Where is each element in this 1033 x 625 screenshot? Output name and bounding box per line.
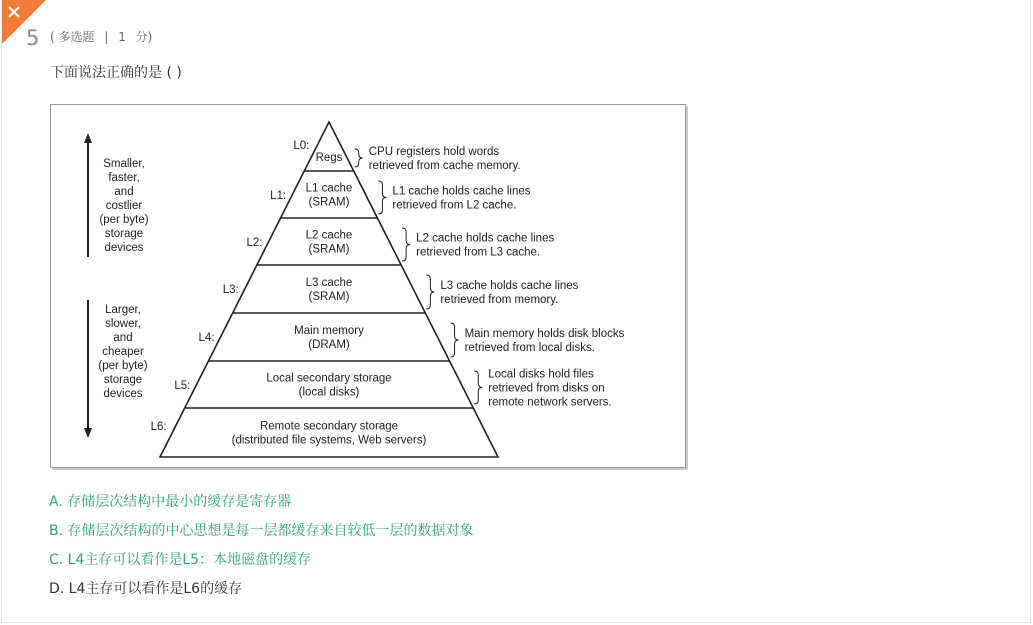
left-top-caption: and [114, 186, 134, 198]
level-1-text: L1 cache [305, 182, 353, 195]
level-5-text: (local disks) [298, 386, 360, 399]
question-card [1, 0, 1031, 623]
level-2-text: (SRAM) [308, 243, 350, 256]
left-bottom-caption: and [113, 332, 133, 344]
question-score-unit: 分) [135, 30, 153, 44]
option-d[interactable]: D. L4主存可以看作是L6的缓存 [49, 581, 243, 597]
brace-4 [451, 323, 459, 357]
question-type: ( 多选题 [50, 30, 95, 44]
left-bottom-caption: slower, [105, 318, 141, 330]
level-3-text: L3 cache [305, 277, 353, 289]
level-4-text: Main memory [294, 325, 364, 337]
level-label-4: L4: [198, 332, 215, 344]
meta-separator: | [104, 30, 109, 44]
up-arrow-head [84, 133, 92, 143]
brace-3 [426, 275, 434, 309]
level-label-3: L3: [222, 284, 239, 296]
left-top-caption: faster, [108, 172, 140, 184]
level-4-note: Main memory holds disk blocks [464, 328, 625, 340]
left-top-caption: costlier [105, 200, 143, 212]
level-0-note: CPU registers hold words [368, 146, 500, 158]
level-2-note: L2 cache holds cache lines [416, 232, 555, 245]
left-bottom-caption: cheaper [102, 346, 144, 358]
level-label-6: L6: [150, 421, 167, 433]
level-1-note: retrieved from L2 cache. [392, 199, 517, 212]
question-meta [50, 28, 158, 45]
left-bottom-caption: storage [103, 374, 143, 386]
level-label-1: L1: [270, 190, 287, 202]
level-5-note: retrieved from disks on [488, 382, 605, 395]
level-0-note: retrieved from cache memory. [368, 160, 521, 172]
memory-hierarchy-pyramid [51, 105, 685, 467]
left-top-caption: devices [104, 242, 144, 254]
memory-hierarchy-figure [50, 104, 686, 468]
left-top-caption: (per byte) [99, 214, 149, 226]
question-score: 1 [118, 30, 126, 44]
option-b[interactable]: B. 存储层次结构的中心思想是每一层都缓存来自较低一层的数据对象 [49, 523, 474, 539]
level-3-note: L3 cache holds cache lines [440, 280, 579, 292]
left-bottom-caption: devices [103, 388, 143, 400]
level-1-note: L1 cache holds cache lines [392, 185, 531, 198]
option-a[interactable]: A. 存储层次结构中最小的缓存是寄存器 [49, 494, 292, 510]
level-4-text: (DRAM) [308, 339, 350, 351]
level-2-text: L2 cache [305, 229, 353, 242]
level-5-text: Local secondary storage [266, 372, 392, 385]
close-icon[interactable] [2, 0, 46, 44]
question-text: 下面说法正确的是 ( ) [50, 65, 182, 81]
level-5-note: remote network servers. [488, 396, 612, 409]
brace-1 [378, 181, 386, 214]
left-bottom-caption: Larger, [105, 304, 141, 316]
brace-0 [355, 149, 363, 167]
level-label-2: L2: [246, 237, 263, 249]
left-top-caption: storage [104, 228, 144, 240]
question-number: 5 [26, 26, 40, 50]
level-4-note: retrieved from local disks. [464, 342, 595, 354]
left-bottom-caption: (per byte) [98, 360, 148, 372]
level-3-text: (SRAM) [308, 291, 350, 303]
level-5-note: Local disks hold files [488, 368, 594, 381]
down-arrow-head [84, 428, 92, 438]
level-1-text: (SRAM) [308, 196, 350, 209]
option-c[interactable]: C. L4主存可以看作是L5：本地磁盘的缓存 [49, 552, 312, 568]
level-label-0: L0: [293, 140, 310, 152]
brace-2 [402, 228, 410, 261]
level-6-text: Remote secondary storage [259, 420, 399, 433]
answer-options [49, 491, 474, 607]
level-2-note: retrieved from L3 cache. [416, 246, 541, 259]
brace-5 [474, 371, 482, 404]
left-top-caption: Smaller, [103, 158, 145, 170]
level-3-note: retrieved from memory. [440, 294, 559, 306]
close-corner-badge[interactable] [2, 0, 46, 44]
level-0-text: Regs [315, 152, 343, 164]
level-6-text: (distributed file systems, Web servers) [231, 434, 427, 447]
level-label-5: L5: [174, 380, 191, 392]
